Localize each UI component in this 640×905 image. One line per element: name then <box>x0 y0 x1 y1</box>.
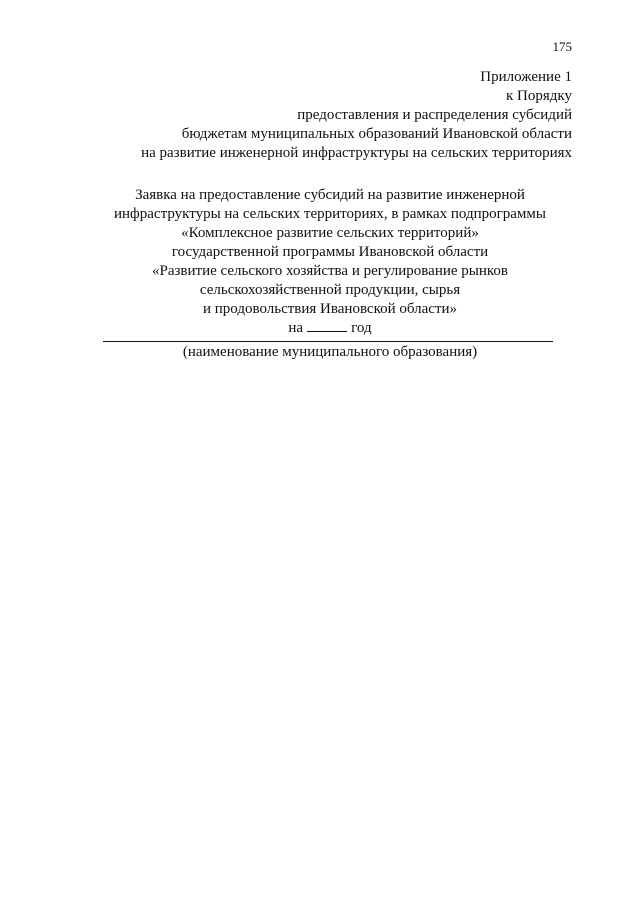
title-line: инфраструктуры на сельских территориях, в рамках подпрограммы <box>114 206 546 222</box>
appendix-line: Приложение 1 <box>480 69 572 85</box>
appendix-line: к Порядку <box>506 88 572 104</box>
document-title <box>100 186 560 338</box>
municipality-caption: (наименование муниципального образования) <box>182 344 478 360</box>
appendix-header <box>52 68 572 163</box>
appendix-line: предоставления и распределения субсидий <box>297 107 572 123</box>
appendix-line: на развитие инженерной инфраструктуры на сельских территориях <box>141 145 572 161</box>
title-line: Заявка на предоставление субсидий на развитие инженерной <box>135 187 525 203</box>
year-prefix: на <box>288 320 304 336</box>
year-line <box>100 319 560 338</box>
year-suffix: год <box>351 320 372 336</box>
title-line: «Развитие сельского хозяйства и регулирование рынков <box>151 263 508 279</box>
title-line: и продовольствия Ивановской области» <box>202 301 458 317</box>
municipality-fill-line[interactable] <box>103 341 553 342</box>
title-line: сельскохозяйственной продукции, сырья <box>199 282 461 298</box>
title-line: государственной программы Ивановской области <box>171 244 489 260</box>
appendix-line: бюджетам муниципальных образований Ивановской области <box>181 126 572 142</box>
page-number: 175 <box>552 39 572 54</box>
year-blank-field[interactable] <box>307 319 347 332</box>
title-line: «Комплексное развитие сельских территорий» <box>181 225 479 241</box>
